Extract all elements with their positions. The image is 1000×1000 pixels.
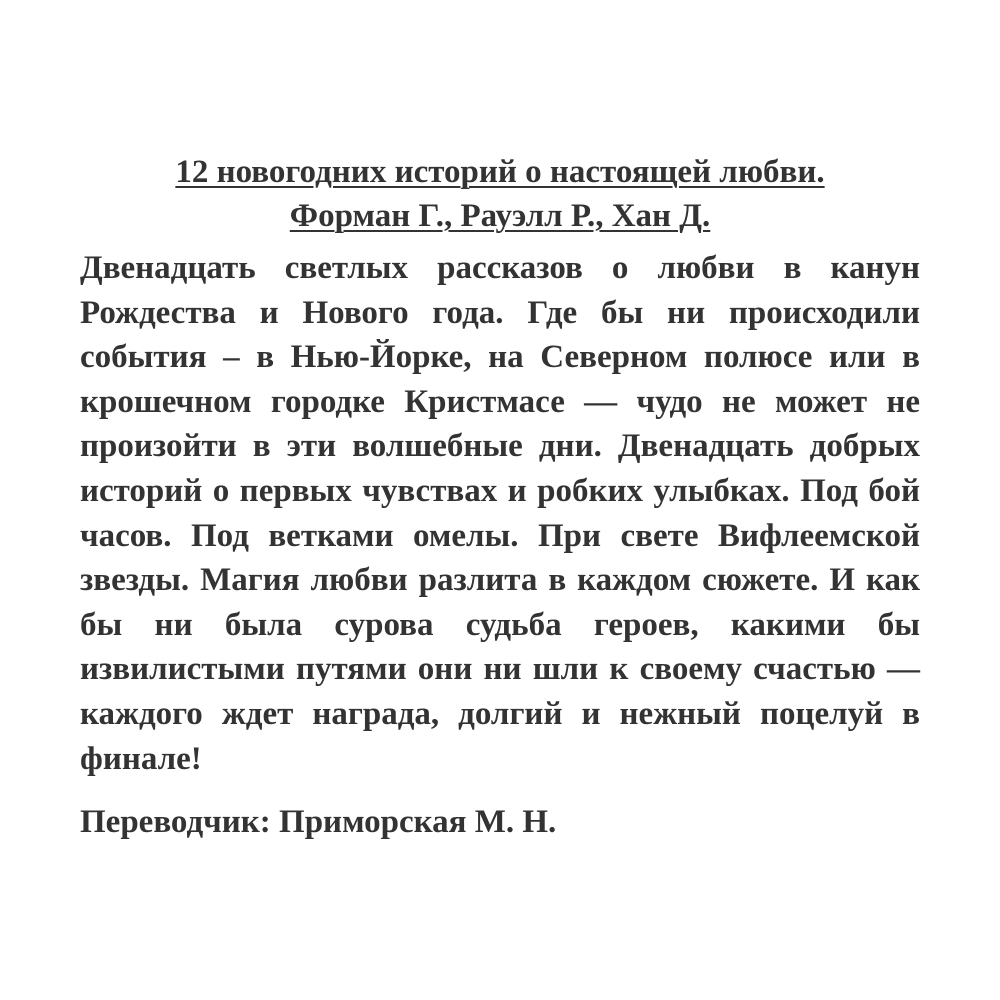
book-title: 12 новогодних историй о настоящей любви.: [175, 154, 825, 190]
title-block: [80, 150, 920, 238]
book-info: [80, 150, 920, 844]
translator-credit: Переводчик: Приморская М. Н.: [80, 804, 557, 841]
book-description: Двенадцать светлых рассказов о любви в канун Рождества и Нового года. Где бы ни происходили события – в Нью-Йорке, на Северном полюсе или в крошечном городке Кристмасе — чудо не может не произойти в эти волшебные дни. Двенадцать добрых историй о первых чувствах и робких улыбках. Под бой часов. Под ветками омелы. При свете Вифлеемской звезды. Магия любви разлита в каждом сюжете. И как бы ни была сурова судьба героев, какими бы извилистыми путями они ни шли к своему счастью — каждого ждет награда, долгий и нежный поцелуй в финале!: [80, 250, 920, 777]
book-authors: Форман Г., Рауэлл Р., Хан Д.: [289, 198, 711, 234]
